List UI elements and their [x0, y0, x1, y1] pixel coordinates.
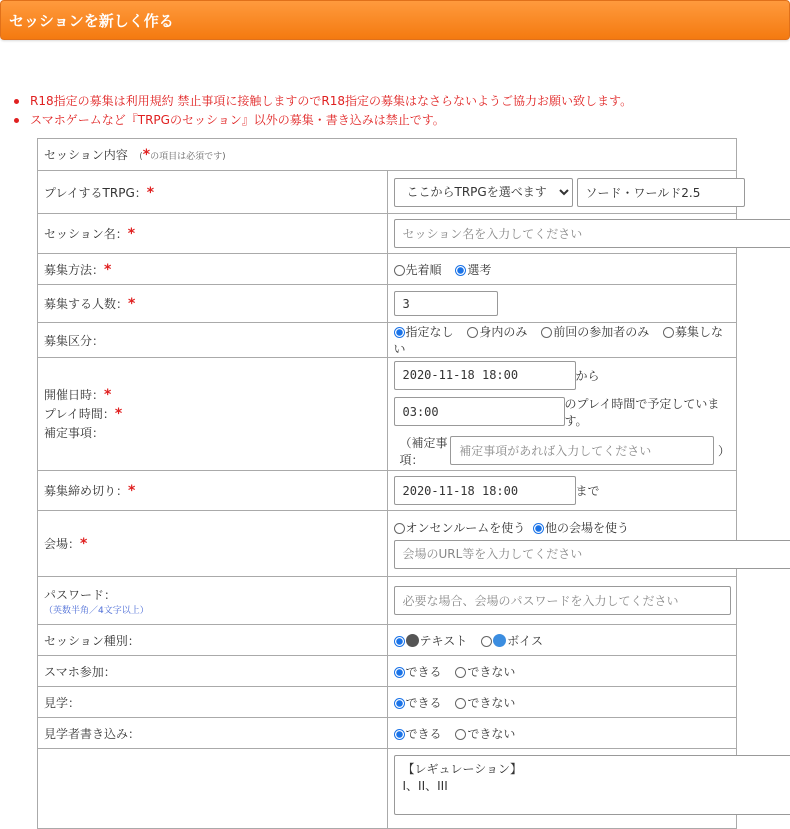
date-input[interactable] — [394, 361, 576, 390]
radio-icon[interactable] — [455, 667, 466, 678]
password-hint: （英数半角／4文字以上） — [44, 603, 381, 616]
observe-option-yes[interactable] — [394, 696, 442, 710]
category-label: 募集区分： — [44, 334, 104, 348]
observe-label-cell — [38, 687, 388, 718]
venue-label-cell — [38, 511, 388, 577]
observe-option-no[interactable] — [455, 696, 515, 710]
radio-icon[interactable] — [467, 327, 478, 338]
trpg-name-input[interactable] — [577, 178, 745, 207]
radio-selected-icon[interactable] — [394, 729, 405, 740]
trpg-label: プレイするTRPG： — [44, 186, 147, 200]
smartphone-option-no[interactable] — [455, 665, 515, 679]
deadline-label-cell — [38, 471, 388, 511]
note-suffix: ） — [718, 442, 730, 459]
count-label-cell — [38, 285, 388, 323]
required-note-open: ( — [139, 152, 143, 162]
venue-label: 会場： — [44, 537, 80, 551]
category-option-previous[interactable] — [541, 325, 649, 339]
session-name-label: セッション名： — [44, 227, 128, 241]
count-label: 募集する人数： — [44, 297, 128, 311]
option-label: 募集しない — [394, 325, 724, 356]
schedule-label-cell — [38, 358, 388, 471]
required-marker: * — [147, 185, 154, 201]
radio-selected-icon[interactable] — [533, 523, 544, 534]
option-label: できない — [467, 665, 515, 679]
radio-icon[interactable] — [394, 265, 405, 276]
method-option-selection[interactable] — [455, 263, 491, 277]
smartphone-option-yes[interactable] — [394, 665, 442, 679]
radio-selected-icon[interactable] — [455, 265, 466, 276]
page-title: セッションを新しく作る — [9, 10, 174, 31]
session-type-label: セッション種別： — [44, 634, 140, 648]
required-marker: * — [115, 406, 122, 422]
radio-selected-icon[interactable] — [394, 636, 405, 647]
venue-field-cell — [387, 511, 737, 577]
schedule-field-cell — [387, 358, 737, 471]
deadline-label: 募集締め切り： — [44, 484, 128, 498]
trpg-select[interactable] — [394, 178, 573, 207]
radio-selected-icon[interactable] — [394, 698, 405, 709]
method-label: 募集方法： — [44, 263, 104, 277]
required-marker: * — [104, 262, 111, 278]
option-label: テキスト — [420, 634, 468, 648]
radio-icon[interactable] — [541, 327, 552, 338]
section-header — [38, 139, 737, 171]
category-option-private[interactable] — [467, 325, 527, 339]
radio-selected-icon[interactable] — [394, 667, 405, 678]
option-label: できる — [406, 696, 442, 710]
observer-write-option-yes[interactable] — [394, 727, 442, 741]
deadline-field-cell — [387, 471, 737, 511]
required-marker: * — [104, 387, 111, 403]
option-label: できる — [406, 727, 442, 741]
notice-item: R18指定の募集は利用規約 禁止事項に接触しますのでR18指定の募集はなさらないようご協力お願い致します。 — [14, 92, 632, 111]
date-suffix: から — [576, 367, 600, 384]
deadline-suffix: まで — [576, 482, 600, 499]
required-marker: * — [128, 483, 135, 499]
note-input[interactable] — [450, 436, 714, 465]
note-label: 補定事項： — [44, 426, 104, 440]
radio-icon[interactable] — [455, 698, 466, 709]
observe-field-cell — [387, 687, 737, 718]
session-name-field-cell — [387, 214, 737, 254]
method-field-cell — [387, 254, 737, 285]
smartphone-label: スマホ参加： — [44, 665, 116, 679]
password-label-cell — [38, 577, 388, 625]
venue-option-onsen[interactable] — [394, 521, 526, 535]
deadline-input[interactable] — [394, 476, 576, 505]
radio-icon[interactable] — [481, 636, 492, 647]
option-label: できる — [406, 665, 442, 679]
trpg-label-cell — [38, 171, 388, 214]
observe-label: 見学： — [44, 696, 80, 710]
session-name-input[interactable] — [394, 219, 790, 248]
session-name-label-cell — [38, 214, 388, 254]
page-header — [0, 0, 790, 40]
section-title: セッション内容 — [44, 148, 128, 162]
play-time-suffix: のプレイ時間で予定しています。 — [565, 395, 731, 429]
option-label: 先着順 — [406, 263, 442, 277]
option-label: ボイス — [507, 634, 543, 648]
category-option-none[interactable] — [394, 325, 454, 339]
option-label: 前回の参加者のみ — [553, 325, 649, 339]
method-label-cell — [38, 254, 388, 285]
observer-write-option-no[interactable] — [455, 727, 515, 741]
password-input[interactable] — [394, 586, 731, 615]
option-label: できない — [467, 696, 515, 710]
voice-chat-icon — [493, 634, 506, 647]
details-label-cell — [38, 749, 388, 829]
required-marker: * — [128, 296, 135, 312]
venue-option-other[interactable] — [533, 521, 629, 535]
venue-url-input[interactable] — [394, 540, 790, 569]
option-label: 選考 — [467, 263, 491, 277]
category-label-cell — [38, 323, 388, 358]
session-type-label-cell — [38, 625, 388, 656]
required-marker: * — [80, 536, 87, 552]
category-field-cell — [387, 323, 737, 358]
count-field-cell — [387, 285, 737, 323]
password-field-cell — [387, 577, 737, 625]
radio-icon[interactable] — [663, 327, 674, 338]
required-marker: * — [128, 226, 135, 242]
option-label: 身内のみ — [479, 325, 527, 339]
required-note: の項目は必須です) — [150, 152, 226, 162]
smartphone-label-cell — [38, 656, 388, 687]
play-time-input[interactable] — [394, 397, 565, 426]
play-time-label: プレイ時間： — [44, 407, 115, 421]
session-form — [37, 138, 737, 829]
radio-icon[interactable] — [394, 523, 405, 534]
count-input[interactable] — [394, 291, 498, 316]
option-label: オンセンルームを使う — [406, 521, 526, 535]
text-chat-icon — [406, 634, 419, 647]
password-label: パスワード： — [44, 586, 381, 603]
observer-write-label-cell — [38, 718, 388, 749]
session-type-field-cell — [387, 625, 737, 656]
trpg-field-cell — [387, 171, 737, 214]
radio-selected-icon[interactable] — [394, 327, 405, 338]
option-label: できない — [467, 727, 515, 741]
smartphone-field-cell — [387, 656, 737, 687]
notice-item: スマホゲームなど『TRPGのセッション』以外の募集・書き込みは禁止です。 — [14, 111, 632, 130]
details-field-cell — [387, 749, 737, 829]
session-type-option-voice[interactable] — [481, 634, 543, 648]
option-label: 指定なし — [406, 325, 454, 339]
note-prefix: （補定事項： — [400, 434, 451, 468]
notice-list — [14, 92, 632, 130]
option-label: 他の会場を使う — [545, 521, 629, 535]
details-textarea[interactable] — [394, 755, 790, 815]
required-marker: * — [143, 147, 150, 163]
observer-write-label: 見学者書き込み： — [44, 727, 140, 741]
observer-write-field-cell — [387, 718, 737, 749]
method-option-first-come[interactable] — [394, 263, 442, 277]
date-label: 開催日時： — [44, 388, 104, 402]
session-type-option-text[interactable] — [394, 634, 468, 648]
radio-icon[interactable] — [455, 729, 466, 740]
